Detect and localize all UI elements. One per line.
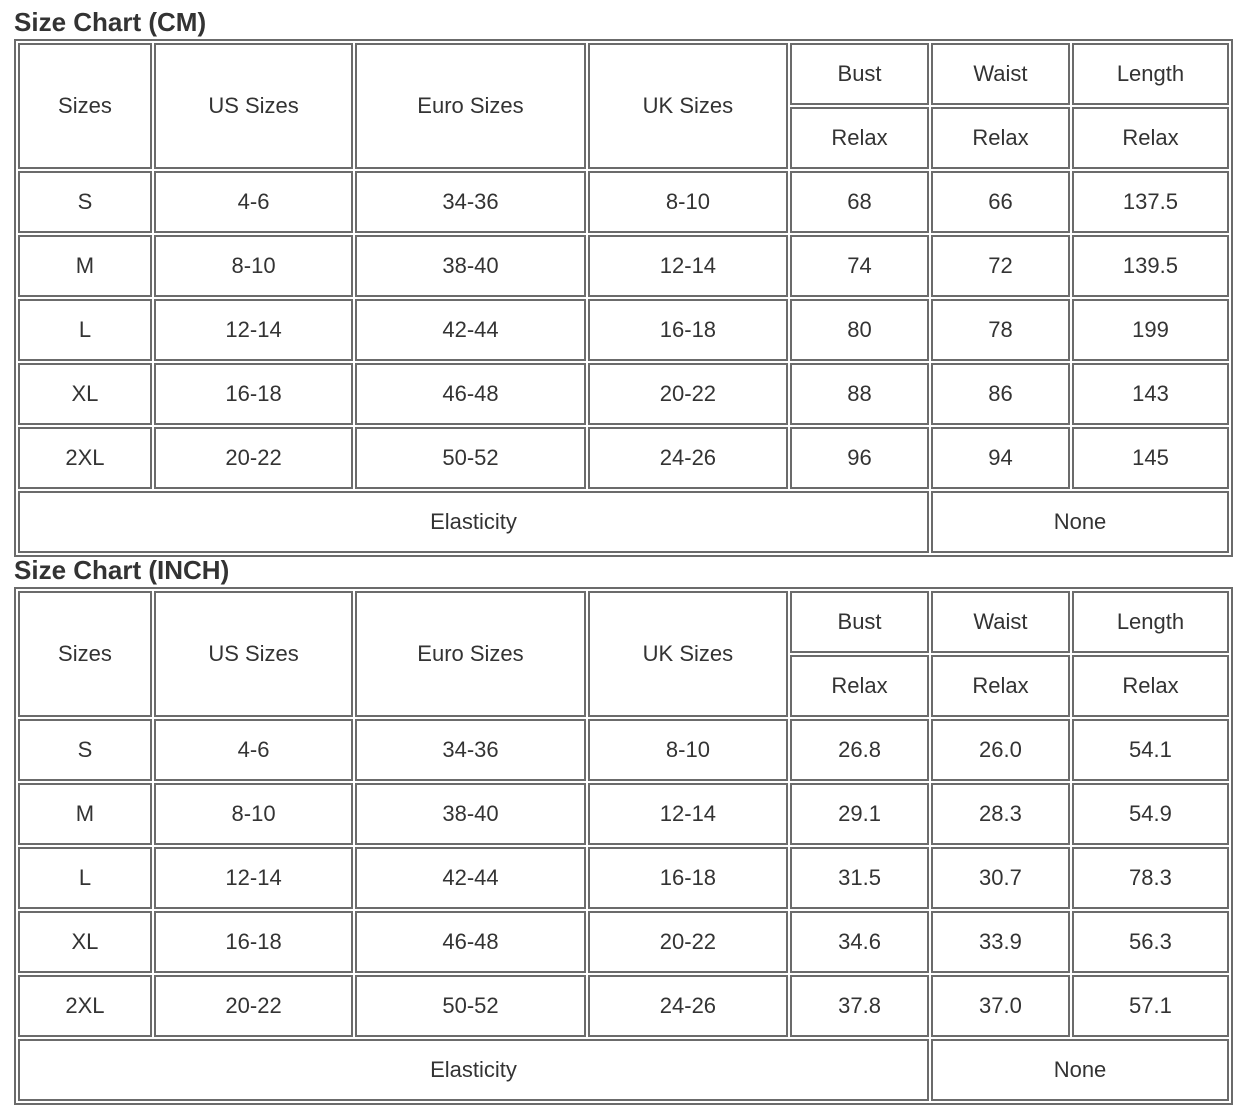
cell-euro-size: 46-48 xyxy=(355,363,586,425)
cell-length: 137.5 xyxy=(1072,171,1229,233)
cell-length: 139.5 xyxy=(1072,235,1229,297)
cell-bust: 68 xyxy=(790,171,929,233)
table-row xyxy=(18,975,1229,1037)
cell-waist: 86 xyxy=(931,363,1070,425)
table-row xyxy=(18,911,1229,973)
cell-euro-size: 50-52 xyxy=(355,975,586,1037)
cell-uk-size: 8-10 xyxy=(588,719,788,781)
cell-uk-size: 16-18 xyxy=(588,299,788,361)
cell-us-size: 12-14 xyxy=(154,299,353,361)
header-bust: Bust xyxy=(790,591,929,653)
cell-length: 143 xyxy=(1072,363,1229,425)
cell-euro-size: 34-36 xyxy=(355,171,586,233)
table-row xyxy=(18,847,1229,909)
cell-us-size: 4-6 xyxy=(154,719,353,781)
cell-euro-size: 46-48 xyxy=(355,911,586,973)
header-row xyxy=(18,591,1229,653)
cell-bust: 80 xyxy=(790,299,929,361)
cell-bust: 29.1 xyxy=(790,783,929,845)
subheader-bust-relax: Relax xyxy=(790,655,929,717)
subheader-bust-relax: Relax xyxy=(790,107,929,169)
header-waist: Waist xyxy=(931,591,1070,653)
cell-uk-size: 20-22 xyxy=(588,911,788,973)
cell-size: XL xyxy=(18,363,152,425)
cell-us-size: 8-10 xyxy=(154,235,353,297)
subheader-waist-relax: Relax xyxy=(931,107,1070,169)
cell-uk-size: 24-26 xyxy=(588,975,788,1037)
size-chart-inch-table xyxy=(14,587,1233,1105)
subheader-length-relax: Relax xyxy=(1072,655,1229,717)
elasticity-value: None xyxy=(931,491,1229,553)
cell-waist: 26.0 xyxy=(931,719,1070,781)
cell-us-size: 12-14 xyxy=(154,847,353,909)
cell-bust: 37.8 xyxy=(790,975,929,1037)
header-us-sizes: US Sizes xyxy=(154,43,353,169)
cell-uk-size: 8-10 xyxy=(588,171,788,233)
header-us-sizes: US Sizes xyxy=(154,591,353,717)
cell-waist: 28.3 xyxy=(931,783,1070,845)
header-uk-sizes: UK Sizes xyxy=(588,591,788,717)
cell-euro-size: 42-44 xyxy=(355,299,586,361)
cell-waist: 33.9 xyxy=(931,911,1070,973)
cell-waist: 94 xyxy=(931,427,1070,489)
cell-euro-size: 34-36 xyxy=(355,719,586,781)
footer-row xyxy=(18,491,1229,553)
header-row xyxy=(18,43,1229,105)
elasticity-label: Elasticity xyxy=(18,491,929,553)
cell-us-size: 16-18 xyxy=(154,363,353,425)
subheader-waist-relax: Relax xyxy=(931,655,1070,717)
cell-uk-size: 24-26 xyxy=(588,427,788,489)
table-row xyxy=(18,235,1229,297)
elasticity-value: None xyxy=(931,1039,1229,1101)
cell-us-size: 20-22 xyxy=(154,975,353,1037)
table-row xyxy=(18,783,1229,845)
cell-size: L xyxy=(18,299,152,361)
footer-row xyxy=(18,1039,1229,1101)
header-euro-sizes: Euro Sizes xyxy=(355,591,586,717)
size-chart-cm-table xyxy=(14,39,1233,557)
table-row xyxy=(18,299,1229,361)
header-length: Length xyxy=(1072,43,1229,105)
cell-euro-size: 38-40 xyxy=(355,783,586,845)
header-length: Length xyxy=(1072,591,1229,653)
cell-length: 78.3 xyxy=(1072,847,1229,909)
header-euro-sizes: Euro Sizes xyxy=(355,43,586,169)
cell-uk-size: 12-14 xyxy=(588,235,788,297)
size-chart-inch-title: Size Chart (INCH) xyxy=(14,555,230,585)
cell-us-size: 20-22 xyxy=(154,427,353,489)
cell-size: 2XL xyxy=(18,975,152,1037)
cell-size: M xyxy=(18,783,152,845)
cell-bust: 88 xyxy=(790,363,929,425)
table-row xyxy=(18,171,1229,233)
cell-length: 199 xyxy=(1072,299,1229,361)
cell-euro-size: 42-44 xyxy=(355,847,586,909)
cell-length: 54.9 xyxy=(1072,783,1229,845)
cell-size: M xyxy=(18,235,152,297)
header-bust: Bust xyxy=(790,43,929,105)
cell-length: 54.1 xyxy=(1072,719,1229,781)
cell-length: 56.3 xyxy=(1072,911,1229,973)
cell-size: S xyxy=(18,171,152,233)
cell-us-size: 4-6 xyxy=(154,171,353,233)
cell-waist: 30.7 xyxy=(931,847,1070,909)
cell-bust: 31.5 xyxy=(790,847,929,909)
cell-waist: 78 xyxy=(931,299,1070,361)
cell-size: L xyxy=(18,847,152,909)
cell-uk-size: 16-18 xyxy=(588,847,788,909)
subheader-length-relax: Relax xyxy=(1072,107,1229,169)
cell-waist: 66 xyxy=(931,171,1070,233)
table-row xyxy=(18,363,1229,425)
cell-bust: 34.6 xyxy=(790,911,929,973)
elasticity-label: Elasticity xyxy=(18,1039,929,1101)
cell-waist: 37.0 xyxy=(931,975,1070,1037)
cell-waist: 72 xyxy=(931,235,1070,297)
cell-size: 2XL xyxy=(18,427,152,489)
cell-size: XL xyxy=(18,911,152,973)
header-uk-sizes: UK Sizes xyxy=(588,43,788,169)
table-row xyxy=(18,427,1229,489)
cell-uk-size: 20-22 xyxy=(588,363,788,425)
cell-euro-size: 50-52 xyxy=(355,427,586,489)
table-row xyxy=(18,719,1229,781)
header-sizes: Sizes xyxy=(18,591,152,717)
cell-size: S xyxy=(18,719,152,781)
cell-bust: 74 xyxy=(790,235,929,297)
cell-length: 145 xyxy=(1072,427,1229,489)
header-sizes: Sizes xyxy=(18,43,152,169)
cell-bust: 26.8 xyxy=(790,719,929,781)
size-chart-cm-title: Size Chart (CM) xyxy=(14,7,207,37)
header-waist: Waist xyxy=(931,43,1070,105)
cell-uk-size: 12-14 xyxy=(588,783,788,845)
cell-euro-size: 38-40 xyxy=(355,235,586,297)
cell-us-size: 8-10 xyxy=(154,783,353,845)
cell-us-size: 16-18 xyxy=(154,911,353,973)
cell-bust: 96 xyxy=(790,427,929,489)
cell-length: 57.1 xyxy=(1072,975,1229,1037)
